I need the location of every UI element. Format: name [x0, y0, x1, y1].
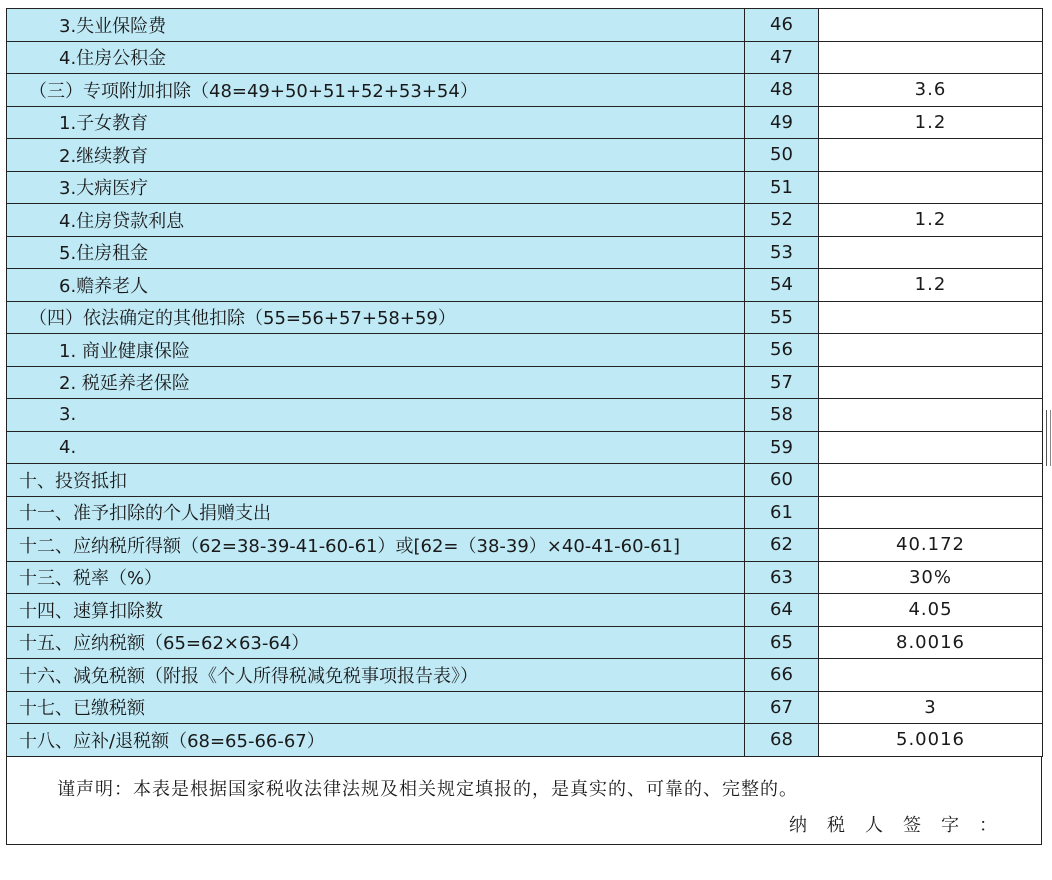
- row-label: 十、投资抵扣: [7, 464, 745, 497]
- row-label: 4.住房贷款利息: [7, 204, 745, 237]
- row-value: 5.0016: [819, 724, 1043, 757]
- page-edge-mark: [1046, 410, 1051, 466]
- table-row: [7, 594, 1043, 627]
- row-label: 十六、减免税额（附报《个人所得税减免税事项报告表》）: [7, 659, 745, 692]
- row-value: [819, 464, 1043, 497]
- row-value: 1.2: [819, 106, 1043, 139]
- row-value: [819, 9, 1043, 42]
- table-row: [7, 41, 1043, 74]
- row-label: （四）依法确定的其他扣除（55=56+57+58+59）: [7, 301, 745, 334]
- row-value: 3: [819, 691, 1043, 724]
- table-row: [7, 236, 1043, 269]
- row-label: 1. 商业健康保险: [7, 334, 745, 367]
- row-value: [819, 431, 1043, 464]
- row-number: 55: [745, 301, 819, 334]
- row-value: 3.6: [819, 74, 1043, 107]
- row-label: 十五、应纳税额（65=62×63-64）: [7, 626, 745, 659]
- row-value: 1.2: [819, 204, 1043, 237]
- row-value: [819, 496, 1043, 529]
- row-label: 6.赡养老人: [7, 269, 745, 302]
- table-row: [7, 106, 1043, 139]
- row-value: [819, 171, 1043, 204]
- row-label: 十七、已缴税额: [7, 691, 745, 724]
- row-label: 3.: [7, 399, 745, 432]
- row-number: 67: [745, 691, 819, 724]
- table-row: [7, 496, 1043, 529]
- table-row: [7, 691, 1043, 724]
- tax-form-sheet: [6, 8, 1042, 845]
- row-value: 8.0016: [819, 626, 1043, 659]
- row-value: [819, 301, 1043, 334]
- table-row: [7, 659, 1043, 692]
- row-value: 1.2: [819, 269, 1043, 302]
- row-number: 64: [745, 594, 819, 627]
- row-value: [819, 139, 1043, 172]
- table-row: [7, 9, 1043, 42]
- row-value: [819, 41, 1043, 74]
- declaration-text: 谨声明：本表是根据国家税收法律法规及相关规定填报的，是真实的、可靠的、完整的。: [57, 778, 798, 800]
- row-number: 56: [745, 334, 819, 367]
- row-label: 3.失业保险费: [7, 9, 745, 42]
- row-label: 2.继续教育: [7, 139, 745, 172]
- row-label: 5.住房租金: [7, 236, 745, 269]
- tax-form-rows: [7, 9, 1043, 757]
- row-value: [819, 366, 1043, 399]
- table-row: [7, 626, 1043, 659]
- row-number: 62: [745, 529, 819, 562]
- row-number: 68: [745, 724, 819, 757]
- table-row: [7, 204, 1043, 237]
- row-number: 58: [745, 399, 819, 432]
- row-number: 46: [745, 9, 819, 42]
- row-label: 4.: [7, 431, 745, 464]
- row-label: 十四、速算扣除数: [7, 594, 745, 627]
- row-number: 49: [745, 106, 819, 139]
- row-label: 1.子女教育: [7, 106, 745, 139]
- row-label: 十一、准予扣除的个人捐赠支出: [7, 496, 745, 529]
- row-label: 3.大病医疗: [7, 171, 745, 204]
- row-label: 十八、应补/退税额（68=65-66-67）: [7, 724, 745, 757]
- table-row: [7, 171, 1043, 204]
- row-number: 52: [745, 204, 819, 237]
- table-row: [7, 139, 1043, 172]
- row-number: 61: [745, 496, 819, 529]
- signature-label: 纳税人签字：: [789, 814, 1017, 836]
- table-row: [7, 399, 1043, 432]
- row-number: 53: [745, 236, 819, 269]
- row-label: 2. 税延养老保险: [7, 366, 745, 399]
- row-number: 66: [745, 659, 819, 692]
- row-value: [819, 659, 1043, 692]
- table-row: [7, 529, 1043, 562]
- table-row: [7, 269, 1043, 302]
- row-number: 57: [745, 366, 819, 399]
- table-row: [7, 464, 1043, 497]
- row-label: 十二、应纳税所得额（62=38-39-41-60-61）或[62=（38-39）×40-41-60-61]: [7, 529, 745, 562]
- row-label: （三）专项附加扣除（48=49+50+51+52+53+54）: [7, 74, 745, 107]
- row-value: [819, 334, 1043, 367]
- table-row: [7, 431, 1043, 464]
- row-number: 54: [745, 269, 819, 302]
- row-value: [819, 236, 1043, 269]
- row-value: [819, 399, 1043, 432]
- table-row: [7, 334, 1043, 367]
- table-row: [7, 366, 1043, 399]
- table-row: [7, 561, 1043, 594]
- table-row: [7, 724, 1043, 757]
- row-label: 4.住房公积金: [7, 41, 745, 74]
- row-number: 59: [745, 431, 819, 464]
- row-number: 47: [745, 41, 819, 74]
- declaration-footer: [6, 757, 1042, 845]
- row-number: 60: [745, 464, 819, 497]
- row-number: 50: [745, 139, 819, 172]
- row-number: 51: [745, 171, 819, 204]
- row-number: 63: [745, 561, 819, 594]
- row-label: 十三、税率（%）: [7, 561, 745, 594]
- row-value: 4.05: [819, 594, 1043, 627]
- row-number: 48: [745, 74, 819, 107]
- tax-form-table: [6, 8, 1043, 757]
- table-row: [7, 301, 1043, 334]
- row-value: 40.172: [819, 529, 1043, 562]
- row-number: 65: [745, 626, 819, 659]
- table-row: [7, 74, 1043, 107]
- row-value: 30%: [819, 561, 1043, 594]
